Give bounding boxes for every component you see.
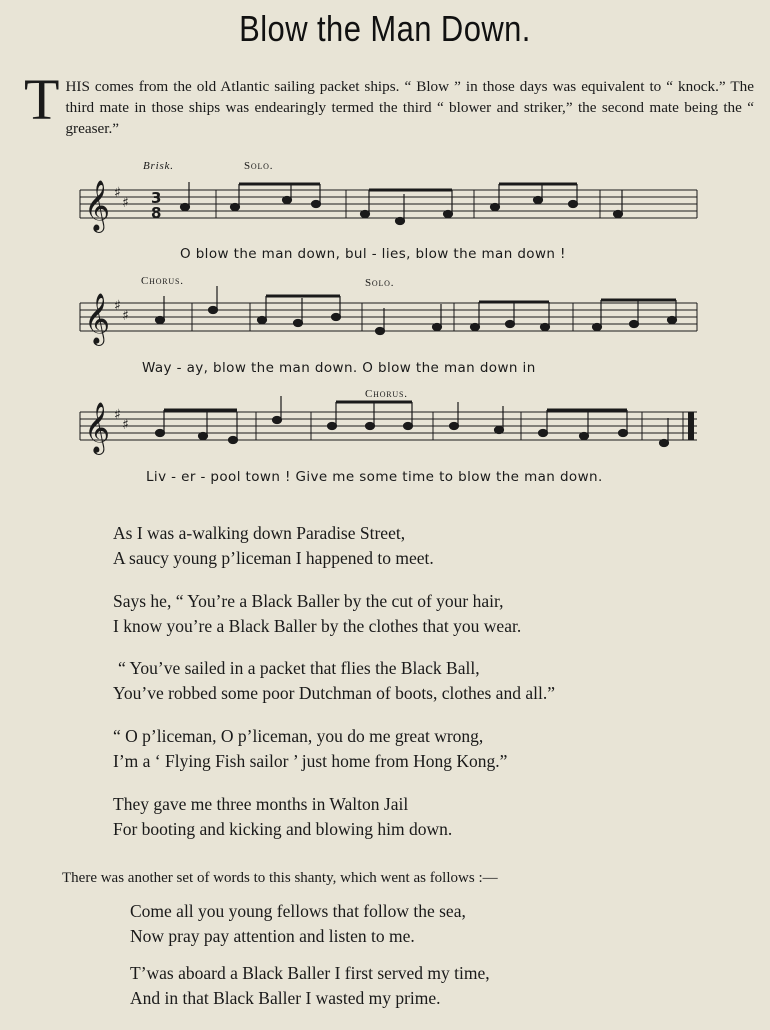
- notes-line-3: [156, 396, 669, 447]
- key-sharp-1b: ♯: [122, 195, 129, 211]
- solo-marking-2: Solo.: [365, 277, 395, 289]
- chorus-marking-2: Chorus.: [365, 388, 408, 400]
- second-set-verse-1: [130, 899, 466, 949]
- key-sharp-2a: ♯: [114, 298, 121, 314]
- page-title: Blow the Man Down.: [239, 8, 531, 49]
- verse-line: I’m a ‘ Flying Fish sailor ’ just home from Hong Kong.”: [113, 751, 508, 771]
- staff-1: [80, 190, 697, 218]
- verse-line: I know you’re a Black Baller by the clothes that you wear.: [113, 616, 522, 636]
- verse-line: A saucy young p’liceman I happened to meet.: [113, 548, 434, 568]
- treble-clef-1: 𝄞: [84, 180, 111, 231]
- verse-4: [113, 724, 507, 774]
- verse-line: Now pray pay attention and listen to me.: [130, 926, 415, 946]
- final-barline: [688, 412, 694, 440]
- lyrics-line-2: Way - ay, blow the man down. O blow the man down in: [142, 360, 536, 376]
- treble-clef-3: 𝄞: [84, 402, 111, 453]
- intro-text: HIS comes from the old Atlantic sailing packet ships. “ Blow ” in those days was equivalent to “ knock.” The third mate in those ships was endearingly termed the third “ blower and striker,” the second mate being the “ greaser.”: [65, 78, 754, 137]
- lyrics-line-3: Liv - er - pool town ! Give me some time to blow the man down.: [146, 469, 603, 485]
- treble-clef-2: 𝄞: [84, 293, 111, 344]
- verse-line: For booting and kicking and blowing him down.: [113, 819, 453, 839]
- verse-line: Says he, “ You’re a Black Baller by the cut of your hair,: [113, 591, 504, 611]
- verse-line: T’was aboard a Black Baller I first served my time,: [130, 963, 490, 983]
- solo-marking-1: Solo.: [244, 160, 274, 172]
- verse-2: [113, 589, 521, 639]
- verse-line: As I was a-walking down Paradise Street,: [113, 523, 406, 543]
- staff-3: [80, 412, 697, 440]
- chorus-marking-1: Chorus.: [141, 275, 184, 287]
- key-sharp-1a: ♯: [114, 185, 121, 201]
- verse-line: “ O p’liceman, O p’liceman, you do me great wrong,: [113, 726, 484, 746]
- verse-line: You’ve robbed some poor Dutchman of boots, clothes and all.”: [113, 683, 555, 703]
- verse-line: “ You’ve sailed in a packet that flies the Black Ball,: [118, 658, 480, 678]
- tempo-marking: Brisk.: [143, 160, 174, 172]
- lyrics-line-1: O blow the man down, bul - lies, blow the man down !: [180, 246, 566, 262]
- verse-line: They gave me three months in Walton Jail: [113, 794, 409, 814]
- key-sharp-2b: ♯: [122, 308, 129, 324]
- staff-svg: [0, 150, 770, 500]
- staff-2: [80, 303, 697, 331]
- second-set-intro: There was another set of words to this shanty, which went as follows :—: [62, 870, 498, 886]
- verse-3: [113, 656, 555, 706]
- sheet-music: [0, 150, 770, 500]
- second-set-verse-2: [130, 961, 490, 1011]
- verse-1: [113, 521, 434, 571]
- intro-paragraph: [24, 67, 754, 139]
- verse-line: And in that Black Baller I wasted my prime.: [130, 988, 441, 1008]
- verse-5: [113, 792, 452, 842]
- time-sig-top: 3: [151, 189, 162, 207]
- verse-line: Come all you young fellows that follow the sea,: [130, 901, 466, 921]
- time-sig-bottom: 8: [151, 204, 162, 222]
- drop-cap: T: [24, 67, 60, 132]
- key-sharp-3a: ♯: [114, 407, 121, 423]
- key-sharp-3b: ♯: [122, 417, 129, 433]
